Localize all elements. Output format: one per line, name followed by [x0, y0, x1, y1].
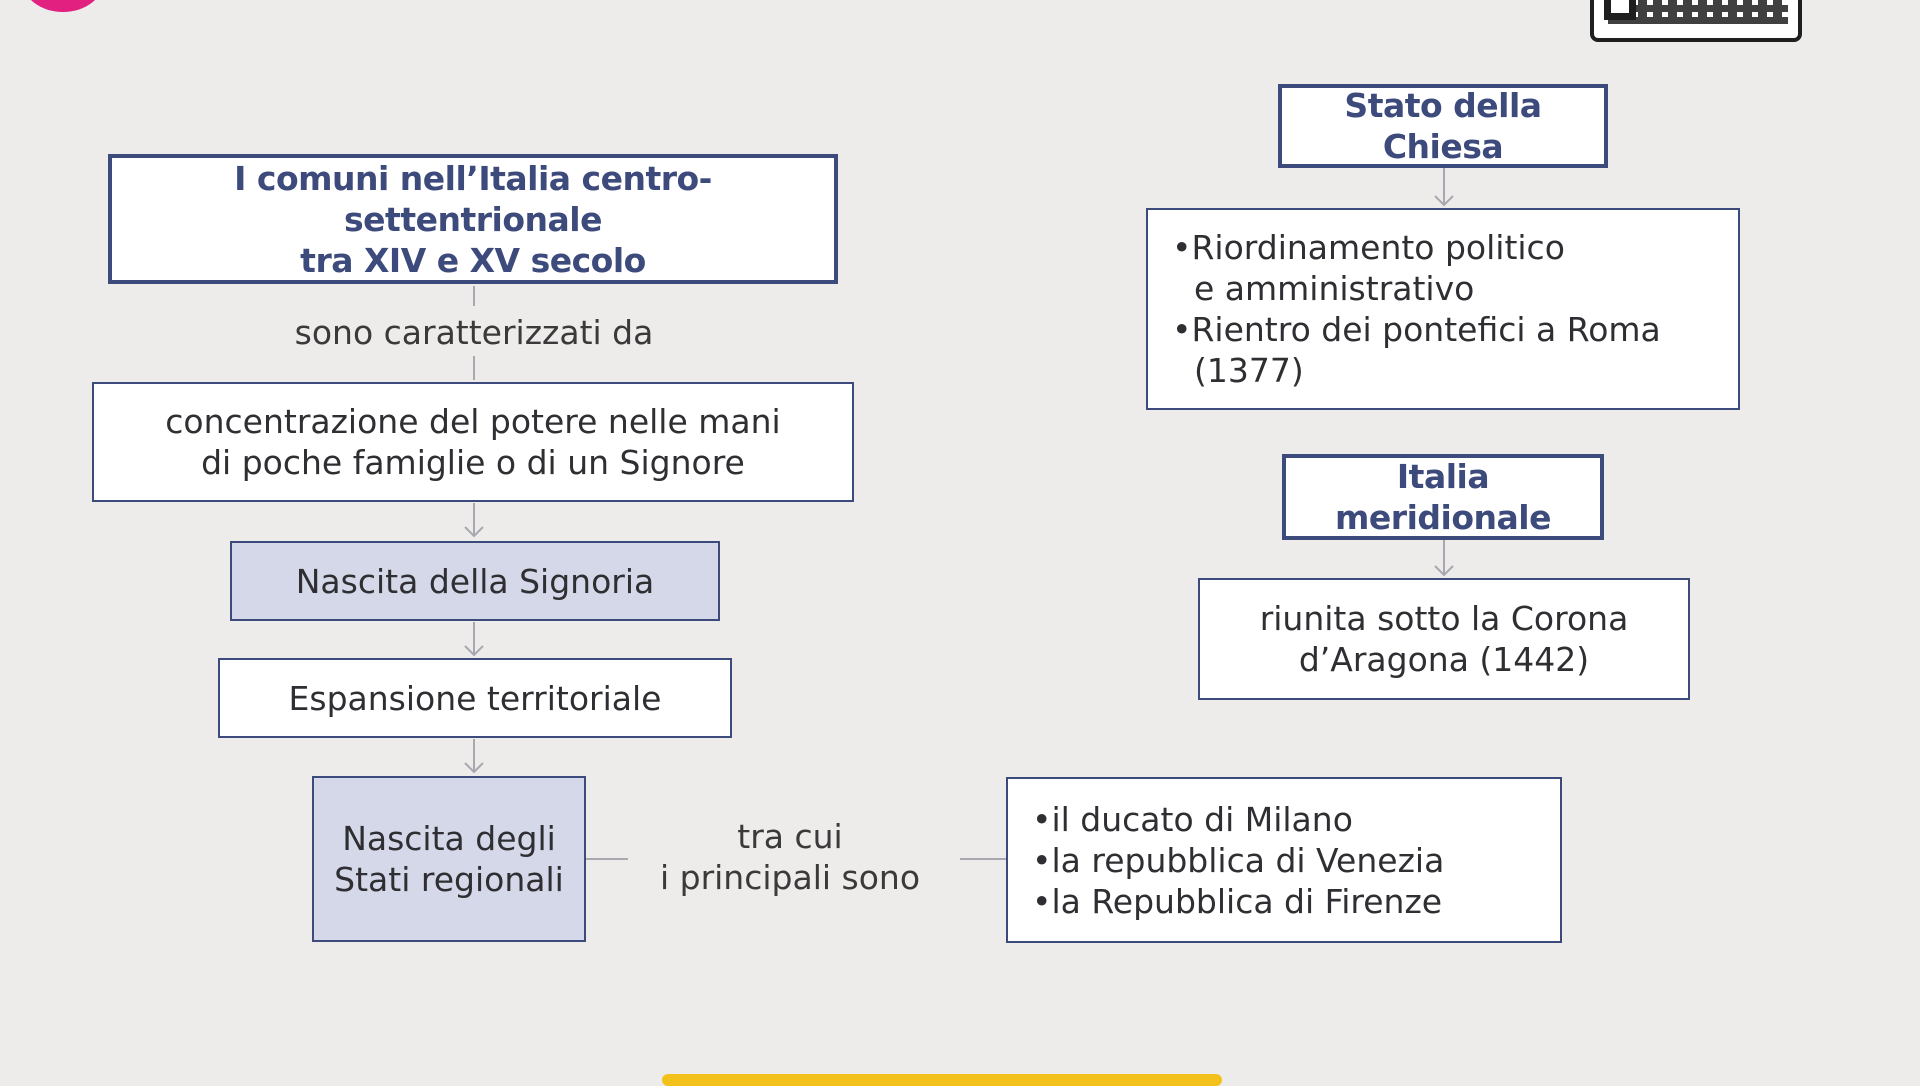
- meridionale-title-box: [1282, 454, 1604, 540]
- espansione-box: [218, 658, 732, 738]
- connector-line: [473, 356, 475, 380]
- list-item: •la Repubblica di Firenze: [1032, 881, 1443, 921]
- concentration-line-2: di poche famiglie o di un Signore: [201, 443, 745, 482]
- connector-line: [960, 858, 1006, 860]
- chiesa-title: Stato della Chiesa: [1344, 86, 1542, 166]
- tra-cui-line-2: i principali sono: [659, 858, 921, 897]
- signoria-box: [230, 541, 720, 621]
- arrow-down-icon: [462, 503, 486, 539]
- arrow-down-icon: [462, 739, 486, 775]
- principali-box: [1006, 777, 1562, 943]
- qr-code-icon[interactable]: [1590, 0, 1802, 42]
- tra-cui-line-1: tra cui: [737, 817, 843, 856]
- meridionale-title: Italia meridionale: [1335, 457, 1551, 537]
- connector-line: [586, 858, 628, 860]
- arrow-down-icon: [462, 622, 486, 658]
- stati-line-2: Stati regionali: [334, 860, 564, 899]
- signoria-label: Nascita della Signoria: [295, 561, 655, 601]
- connector-label-caratterizzati: sono caratterizzati da: [294, 313, 654, 352]
- list-item: •Rientro dei pontefici a Roma: [1172, 310, 1661, 349]
- arrow-down-icon: [1432, 168, 1456, 208]
- pink-badge: [22, 0, 104, 12]
- arrow-down-icon: [1432, 540, 1456, 578]
- list-item: •Riordinamento politico: [1172, 228, 1565, 267]
- meridionale-line-2: d’Aragona (1442): [1298, 640, 1590, 679]
- list-item: •il ducato di Milano: [1032, 799, 1353, 839]
- list-item-continuation: (1377): [1194, 351, 1304, 390]
- meridionale-text-box: [1198, 578, 1690, 700]
- stati-regionali-box: [312, 776, 586, 942]
- yellow-accent-bar: [662, 1074, 1222, 1086]
- connector-line: [473, 286, 475, 306]
- concentration-line-1: concentrazione del potere nelle mani: [165, 402, 781, 441]
- title-line-2: tra XIV e XV secolo: [300, 240, 646, 280]
- stati-line-1: Nascita degli: [342, 819, 556, 858]
- connector-label-tra-cui: [640, 816, 940, 898]
- espansione-label: Espansione territoriale: [288, 678, 662, 718]
- title-box-comuni: [108, 154, 838, 284]
- concentration-box: [92, 382, 854, 502]
- title-line-1: I comuni nell’Italia centro-settentrionale: [234, 158, 712, 239]
- chiesa-items-box: [1146, 208, 1740, 410]
- list-item: •la repubblica di Venezia: [1032, 840, 1445, 880]
- list-item-continuation: e amministrativo: [1194, 269, 1475, 308]
- meridionale-line-1: riunita sotto la Corona: [1259, 599, 1629, 638]
- chiesa-title-box: [1278, 84, 1608, 168]
